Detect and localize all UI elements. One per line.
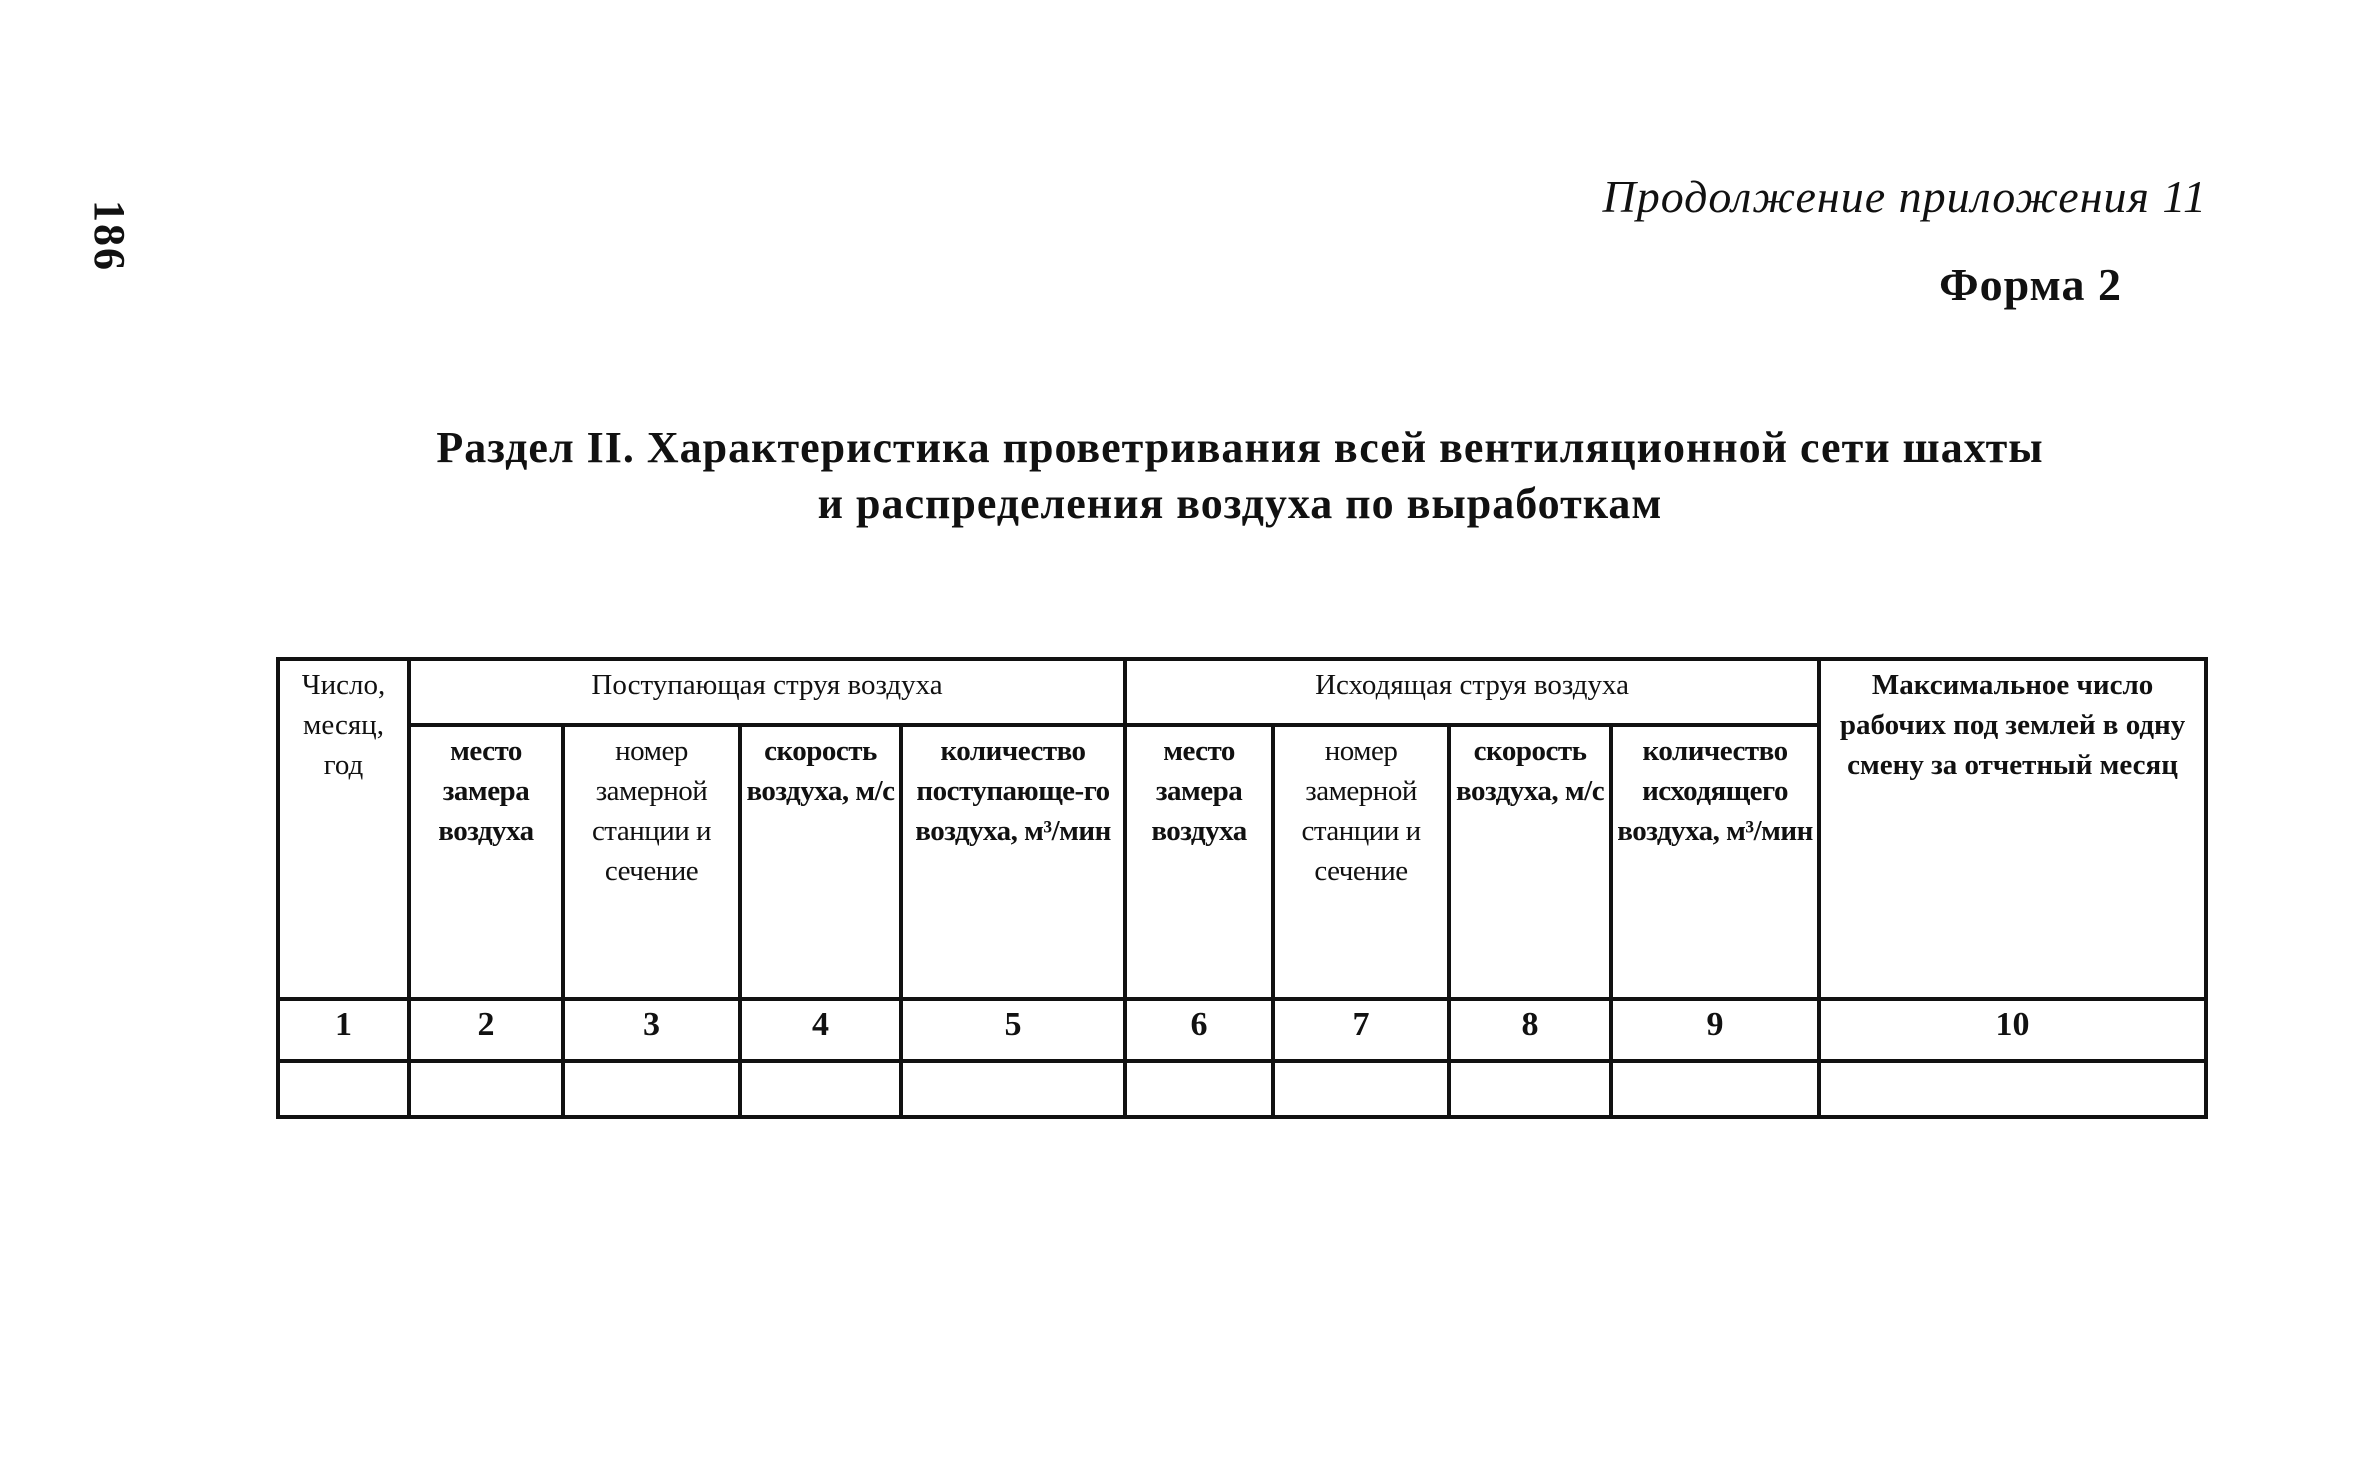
column-number: 10 bbox=[1819, 999, 2206, 1061]
data-cell bbox=[1819, 1061, 2206, 1117]
page-number: 186 bbox=[85, 200, 134, 272]
ventilation-table bbox=[276, 657, 2208, 1119]
column-number: 6 bbox=[1125, 999, 1273, 1061]
empty-data-row bbox=[278, 1061, 2206, 1117]
data-cell bbox=[563, 1061, 740, 1117]
header-outgoing-amount: количество исходящего воздуха, м³/мин bbox=[1611, 725, 1819, 999]
column-number: 9 bbox=[1611, 999, 1819, 1061]
column-number: 8 bbox=[1449, 999, 1611, 1061]
column-number: 5 bbox=[901, 999, 1125, 1061]
header-group-row bbox=[278, 659, 2206, 725]
column-number-row bbox=[278, 999, 2206, 1061]
header-outgoing-place: место замера воздуха bbox=[1125, 725, 1273, 999]
data-cell bbox=[1611, 1061, 1819, 1117]
section-title-line-1: Раздел II. Характеристика проветривания всей вентиляционной сети шахты bbox=[436, 423, 2044, 472]
data-cell bbox=[901, 1061, 1125, 1117]
form-label: Форма 2 bbox=[1939, 259, 2122, 310]
column-number: 1 bbox=[278, 999, 409, 1061]
column-number: 4 bbox=[740, 999, 901, 1061]
section-title-line-2: и распределения воздуха по выработкам bbox=[817, 479, 1663, 528]
header-outgoing-speed: скорость воздуха, м/с bbox=[1449, 725, 1611, 999]
header-incoming-station: номер замерной станции и сечение bbox=[563, 725, 740, 999]
data-cell bbox=[1125, 1061, 1273, 1117]
data-cell bbox=[409, 1061, 563, 1117]
data-cell bbox=[1273, 1061, 1449, 1117]
data-cell bbox=[278, 1061, 409, 1117]
appendix-continuation-label: Продолжение приложения 11 bbox=[1602, 171, 2207, 222]
section-title bbox=[330, 420, 2150, 532]
header-max-workers: Максимальное число рабочих под землей в одну смену за отчетный месяц bbox=[1819, 659, 2206, 999]
column-number: 7 bbox=[1273, 999, 1449, 1061]
header-incoming-amount: количество поступающе-го воздуха, м³/мин bbox=[901, 725, 1125, 999]
column-number: 3 bbox=[563, 999, 740, 1061]
header-incoming-air: Поступающая струя воздуха bbox=[409, 659, 1125, 725]
header-date: Число, месяц, год bbox=[278, 659, 409, 999]
header-outgoing-air: Исходящая струя воздуха bbox=[1125, 659, 1819, 725]
data-cell bbox=[1449, 1061, 1611, 1117]
header-outgoing-station: номер замерной станции и сечение bbox=[1273, 725, 1449, 999]
header-incoming-speed: скорость воздуха, м/с bbox=[740, 725, 901, 999]
data-cell bbox=[740, 1061, 901, 1117]
column-number: 2 bbox=[409, 999, 563, 1061]
header-incoming-place: место замера воздуха bbox=[409, 725, 563, 999]
